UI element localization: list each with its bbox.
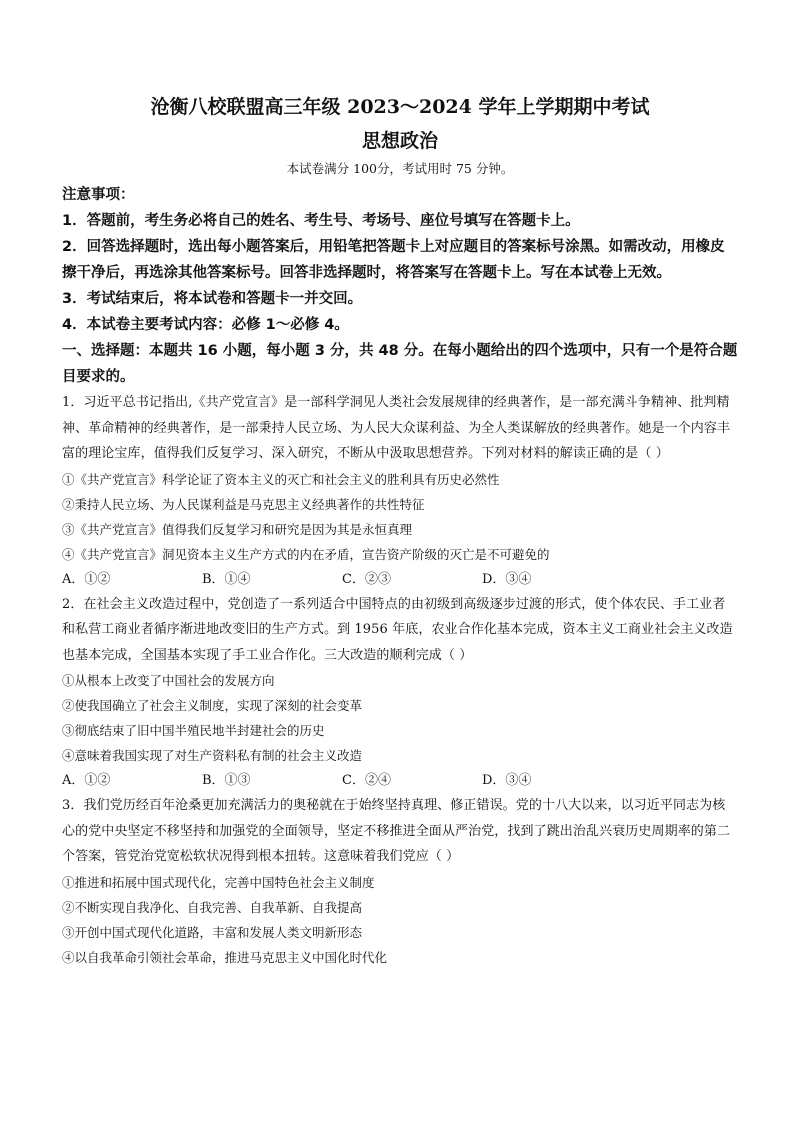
question-stem: 1．习近平总书记指出,《共产党宣言》是一部科学洞见人类社会发展规律的经典著作，是一部充满斗争精神、批判精神、革命精神的经典著作，是一部秉持人民立场、为人民大众谋利益、为全人类谋解放的经典著作。她是一个内容丰富的理论宝库，值得我们反复学习、深入研究，不断从中汲取思想营养。下列对材料的解读正确的是（ ） xyxy=(62,395,731,461)
notice-item: 4．本试卷主要考试内容：必修 1～必修 4。 xyxy=(62,317,349,333)
statement-option: ②使我国确立了社会主义制度，实现了深刻的社会变革 xyxy=(62,698,363,713)
statement-option: ②不断实现自我净化、自我完善、自我革新、自我提高 xyxy=(62,899,363,915)
statement-option: ④《共产党宣言》洞见资本主义生产方式的内在矛盾，宣告资产阶级的灭亡是不可避免的 xyxy=(62,546,550,562)
question-1 xyxy=(62,390,738,592)
choice-a: A．①② xyxy=(62,571,111,587)
choice-a: A．①② xyxy=(62,773,111,788)
notice-heading: 注意事项： xyxy=(62,187,135,203)
question-2 xyxy=(62,592,738,794)
statement-option: ④以自我革命引领社会革命，推进马克思主义中国化时代化 xyxy=(62,949,388,965)
statement-option: ③彻底结束了旧中国半殖民地半封建社会的历史 xyxy=(62,723,325,738)
exam-info: 本试卷满分 100分，考试用时 75 分钟。 xyxy=(286,161,514,176)
choice-d: D．③④ xyxy=(482,773,532,788)
choice-d: D．③④ xyxy=(482,571,532,587)
notice-item: 3．考试结束后，将本试卷和答题卡一并交回。 xyxy=(62,291,363,307)
question-3 xyxy=(62,793,738,970)
section-heading: 一、选择题：本题共 16 小题，每小题 3 分，共 48 分。在每小题给出的四个选项中，只有一个是符合题目要求的。 xyxy=(62,343,738,385)
question-stem: 3．我们党历经百年沧桑更加充满活力的奥秘就在于始终坚持真理、修正错误。党的十八大以来，以习近平同志为核心的党中央坚定不移坚持和加强党的全面领导，坚定不移推进全面从严治党，找到了跳出治乱兴衰历史周期率的第二个答案，管党治党宽松软状况得到根本扭转。这意味着我们党应（ ） xyxy=(62,798,731,864)
choice-b: B．①③ xyxy=(202,773,251,788)
notice-item: 2．回答选择题时，选出每小题答案后，用铅笔把答题卡上对应题目的答案标号涂黑。如需改动，用橡皮擦干净后，再选涂其他答案标号。回答非选择题时，将答案写在答题卡上。写在本试卷上无效。 xyxy=(62,239,725,281)
answer-choices xyxy=(62,567,738,592)
statement-option: ①从根本上改变了中国社会的发展方向 xyxy=(62,673,275,688)
statement-option: ④意味着我国实现了对生产资料私有制的社会主义改造 xyxy=(62,748,363,763)
statement-option: ③开创中国式现代化道路，丰富和发展人类文明新形态 xyxy=(62,924,363,940)
statement-option: ①《共产党宣言》科学论证了资本主义的灭亡和社会主义的胜利具有历史必然性 xyxy=(62,471,500,487)
notice-item: 1．答题前，考生务必将自己的姓名、考生号、考场号、座位号填写在答题卡上。 xyxy=(62,213,580,229)
statement-option: ③《共产党宣言》值得我们反复学习和研究是因为其是永恒真理 xyxy=(62,521,413,537)
choice-c: C．②④ xyxy=(342,773,391,788)
question-stem: 2．在社会主义改造过程中，党创造了一系列适合中国特点的由初级到高级逐步过渡的形式，使个体农民、手工业者和私营工商业者循序渐进地改变旧的生产方式。到 1956 年底，农业合作化基本完成，资本主义工商业社会主义改造也基本完成，全国基本实现了手工业合作化。三大改造的顺利完成（ ） xyxy=(62,596,733,663)
choice-c: C．②③ xyxy=(342,571,391,587)
notice-block xyxy=(62,182,738,338)
exam-title: 沧衡八校联盟高三年级 2023～2024 学年上学期期中考试 xyxy=(150,96,650,118)
choice-b: B．①④ xyxy=(202,571,251,587)
subject-title: 思想政治 xyxy=(361,130,438,152)
statement-option: ②秉持人民立场、为人民谋利益是马克思主义经典著作的共性特征 xyxy=(62,496,425,512)
statement-option: ①推进和拓展中国式现代化，完善中国特色社会主义制度 xyxy=(62,874,375,890)
answer-choices xyxy=(62,768,738,793)
